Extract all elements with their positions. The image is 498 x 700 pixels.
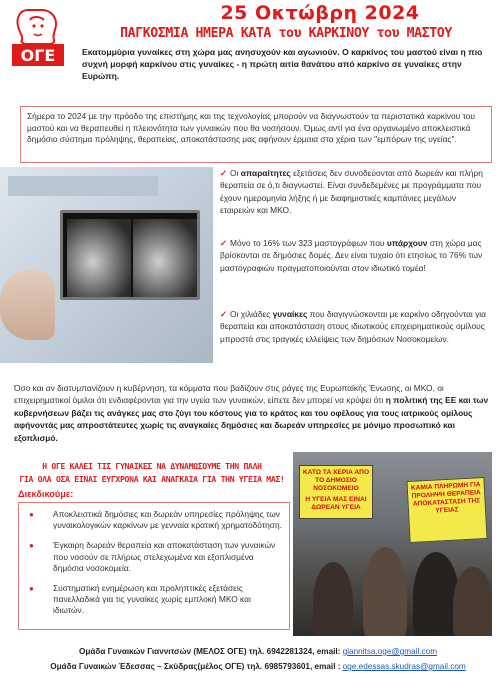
demand-item: ● Έγκαιρη δωρεάν θεραπεία και αποκατάσταση των γυναικών που νοσούν σε πλήρως στελεχωμένα και εξοπλισμένα δημόσια νοσοκομεία.: [25, 540, 283, 574]
bullet-icon: ●: [29, 510, 34, 519]
email-link[interactable]: giannitsa.oge@gmail.com: [342, 647, 438, 656]
bullet-point-1: ✓ Οι απαραίτητες εξετάσεις δεν συνοδεύονται από δωρεάν και πλήρη θεραπεία σε ό,τι διαγνωστεί. Είναι συνδεδεμένες με προγράμματα που έχουν ημερομηνία λήξης ή με διαφημιστικές καμπάνιες μεγάλων εταιρειών και ΜΚΟ.: [220, 168, 483, 216]
bullet-icon: ●: [29, 541, 34, 551]
protest-photo: [293, 452, 492, 636]
demand-item: ● Συστηματική ενημέρωση και προληπτικές εξετάσεις πανελλαδικά για τις γυναίκες χωρίς εμπλοκή ΜΚΟ και ιδιωτών.: [25, 583, 283, 617]
call-to-action: Η ΟΓΕ ΚΑΛΕΙ ΤΙΣ ΓΥΝΑΙΚΕΣ ΝΑ ΔΥΝΑΜΩΣΟΥΜΕ ΤΗΝ ΠΑΛΗ ΓΙΑ ΟΛΑ ΟΣΑ ΕΙΝΑΙ ΕΥΓΧΡΟΝΑ ΚΑΙ ΑΝΑΓΚΑΙΑ ΓΙΑ ΤΗΝ ΥΓΕΙΑ ΜΑΣ!: [19, 461, 285, 484]
oge-logo: [6, 6, 70, 70]
boxed-paragraph: Σήμερα το 2024 με την πρόοδο της επιστήμης και της τεχνολογίας μπορούν να διαγνωστούν τα περιστατικά καρκίνου του μαστού και να θεραπευθεί η πλειονότητα των γυναικών που θα νοσήσουν. Όμως αντί για ένα οργανωμένο αποκλειστικά δημόσιο σύστημα πρόληψης, θεραπείας, αποκατάστασης μας αφήνουν έρμαια στα χέρια των "εμπόρων της υγείας".: [20, 106, 492, 163]
bullet-icon: ●: [29, 584, 34, 594]
policy-paragraph: Όσο και αν διατυμπανίζουν η κυβέρνηση, τα κόμματα που βαδίζουν στις ράγες της Ευρωπαϊκής Ένωσης, οι ΜΚΟ, οι επιχειρηματικοί όμιλοι ότι ενδιαφέρονται για την υγεία των γυναικών, είπετε δεν μπορεί να κρύψει ότι η πολιτική της ΕΕ και των κυβερνήσεων βάζει τις ανάγκες μας στο ζύγι του κόστους για το κράτος και του οφέλους για τους ιατρικούς ομίλους αφήνοντάς μας απροστάτευτες χωρίς τις αναγκαίες δημόσιες και δωρεάν υπηρεσίες με μόνιμο προσωπικό και εξοπλισμό.: [14, 383, 489, 443]
check-icon: ✓: [220, 238, 228, 248]
bullet-point-2: ✓ Μόνο το 16% των 323 μαστογράφων που υπάρχουν στη χώρα μας βρίσκονται σε δημόσιες δομές. Δεν είναι τυχαίο ότι ετησίως το 76% των μαστογραφιών πραγματοποιούνται στον ιδιωτικό τομέα!: [220, 238, 483, 273]
demands-box: [18, 502, 290, 630]
monitor-screen: [60, 210, 200, 300]
demand-item: ● Αποκλειστικά δημόσιες και δωρεάν υπηρεσίες πρόληψης των γυναικολογικών καρκίνων με γενναία κρατική χρηματοδότηση.: [25, 509, 283, 531]
protest-sign-1: ΚΑΤΩ ΤΑ ΧΕΡΙΑ ΑΠΟ ΤΟ ΔΗΜΟΣΙΟ ΝΟΣΟΚΟΜΕΙΟ Η ΥΓΕΙΑ ΜΑΣ ΕΙΝΑΙ ΔΩΡΕΑΝ ΥΓΕΙΑ: [299, 465, 373, 519]
intro-text: Εκατομμύρια γυναίκες στη χώρα μας ανησυχούν και αγωνιούν. Ο καρκίνος του μαστού είναι η πιο συχνή μορφή καρκίνου στις γυναίκες - η πρώτη αιτία θανάτου από καρκίνο σε γυναίκες στην Ευρώπη.: [82, 47, 483, 82]
photo-frame-bar: [8, 176, 158, 196]
bullet-point-3: ✓ Οι χιλιάδες γυναίκες που διαγιγνώσκονται με καρκίνο οδηγούνται για θεραπεία και αποκατάσταση στους ιδιωτικούς επιχειρηματικούς ομίλους μπροστά στις τραγικές ελλείψεις των δημόσιων Νοσοκομείων.: [220, 309, 487, 344]
protest-sign-2: ΚΑΜΙΑ ΠΛΗΡΩΜΗ ΓΙΑ ΠΡΟΛΗΨΗ ΘΕΡΑΠΕΙΑ ΑΠΟΚΑΤΑΣΤΑΣΗ ΤΗΣ ΥΓΕΙΑΣ: [406, 477, 487, 543]
check-icon: ✓: [220, 309, 228, 319]
page-title: ΠΑΓΚΟΣΜΙΑ ΗΜΕΡΑ ΚΑΤΑ του ΚΑΡΚΙΝΟΥ του ΜΑΣΤΟΥ: [120, 26, 452, 41]
demands-title: Διεκδικούμε:: [18, 489, 74, 499]
logo-text: ΟΓΕ: [20, 46, 56, 65]
date-heading: 25 Οκτώβρη 2024: [220, 2, 420, 24]
contact-edessa: Ομάδα Γυναικών Έδεσσας – Σκύδρας(μέλος ΟΓΕ) τηλ. 6985793601, email : oge.edessas.skudras@gmail.com: [50, 662, 466, 671]
email-link[interactable]: oge.edessas.skudras@gmail.com: [342, 662, 466, 671]
check-icon: ✓: [220, 168, 228, 178]
patient-silhouette: [0, 270, 55, 340]
contact-giannitsa: Ομάδα Γυναικών Γιαννιτσών (ΜΕΛΟΣ ΟΓΕ) τηλ. 6942281324, email: giannitsa.oge@gmail.com: [78, 647, 438, 656]
